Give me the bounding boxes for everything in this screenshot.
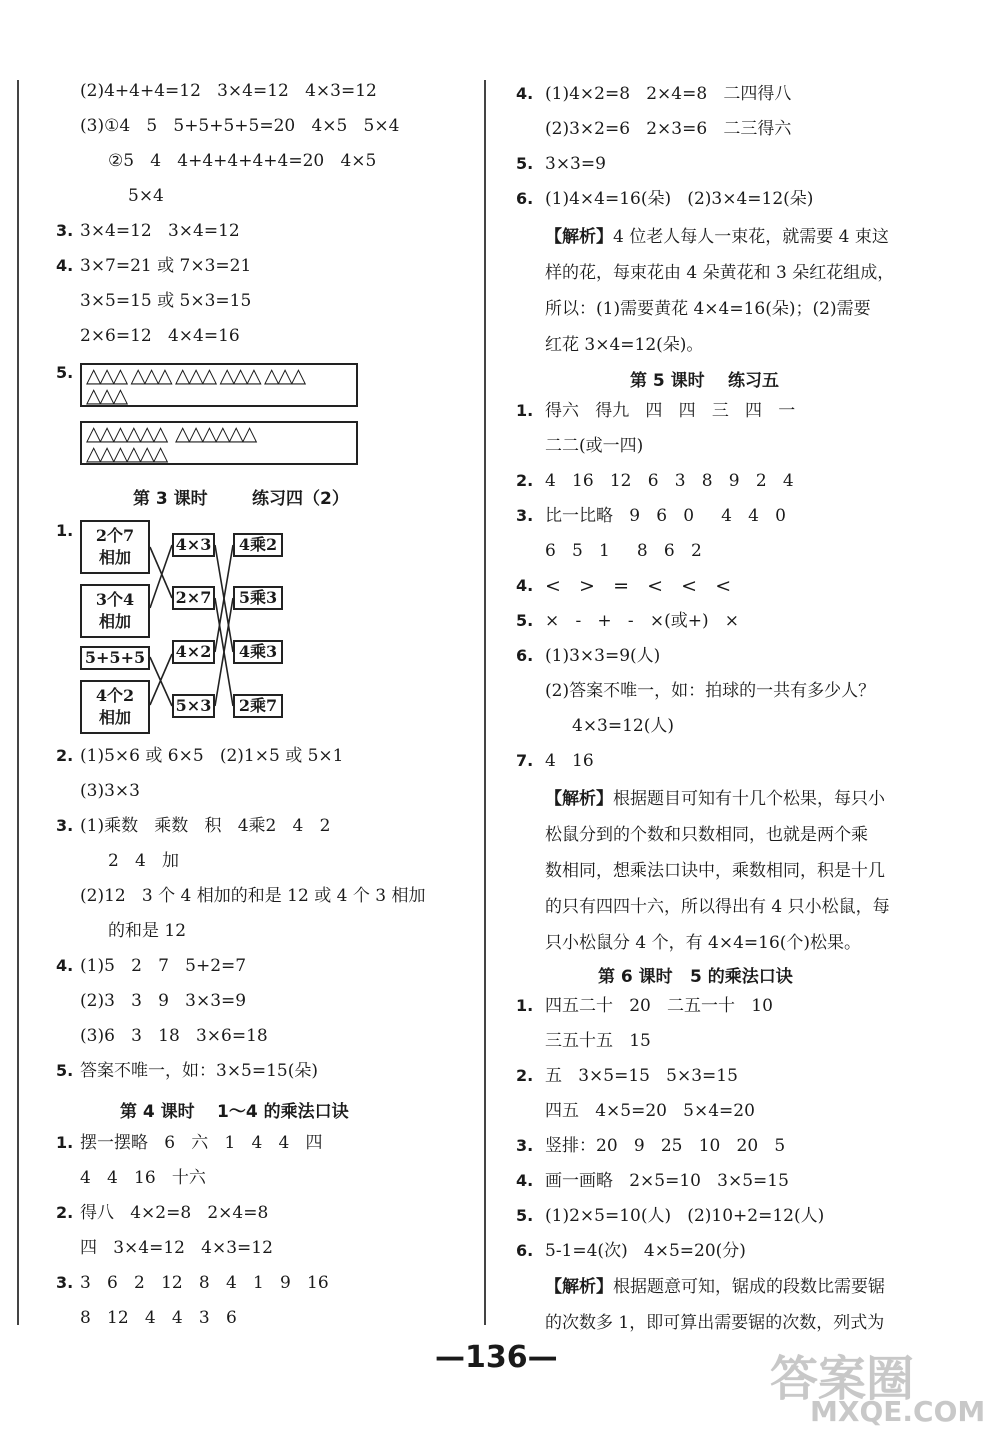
explanation-line: 的次数多 1，即可算出需要锯的次数，列式为	[545, 1313, 885, 1333]
answer-line: 得六 得九 四 四 三 四 一	[545, 401, 796, 421]
question-number: 7.	[516, 751, 534, 770]
answer-line: (3)6 3 18 3×6=18	[80, 1026, 268, 1046]
answer-line: ②5 4 4+4+4+4+4=20 4×5	[108, 151, 377, 171]
answer-line: 6 5 1 8 6 2	[545, 541, 702, 561]
answer-line: 4×3=12(人)	[572, 716, 675, 736]
question-number: 4.	[516, 1171, 534, 1190]
question-number: 5.	[516, 611, 534, 630]
answer-line: 3×3=9	[545, 154, 606, 174]
question-number: 2.	[56, 1203, 74, 1222]
match-mid-box: 5×3	[172, 694, 215, 718]
explanation-line: 松鼠分到的个数和只数相同，也就是两个乘	[545, 825, 868, 845]
answer-line: 2×6=12 4×4=16	[80, 326, 240, 346]
answer-line: 4 4 16 十六	[80, 1168, 206, 1188]
triangle-row: △△△△△△	[86, 441, 167, 465]
explanation-line	[545, 788, 885, 810]
answer-line: 3×5=15 或 5×3=15	[80, 291, 252, 311]
answer-line: (2)3 3 9 3×3=9	[80, 991, 247, 1011]
answer-line: 四五 4×5=20 5×4=20	[545, 1101, 755, 1121]
question-number: 3.	[516, 506, 534, 525]
question-number: 1.	[516, 401, 534, 420]
page-number: —136—	[435, 1340, 558, 1375]
answer-line: (3)①4 5 5+5+5+5=20 4×5 5×4	[80, 116, 400, 136]
answer-line: (2)4+4+4=12 3×4=12 4×3=12	[80, 81, 377, 101]
question-number: 6.	[516, 1241, 534, 1260]
answer-line: (1)4×4=16(朵) (2)3×4=12(朵)	[545, 189, 814, 209]
answer-line: (1)5 2 7 5+2=7	[80, 956, 247, 976]
answer-line: 3×7=21 或 7×3=21	[80, 256, 252, 276]
question-number: 3.	[56, 1273, 74, 1292]
answer-line: (1)乘数 乘数 积 4乘2 4 2	[80, 816, 331, 836]
explanation-line	[545, 1276, 885, 1298]
question-number: 1.	[56, 521, 74, 540]
answer-line: 2 4 加	[108, 851, 180, 871]
answer-line: 三五十五 15	[545, 1031, 651, 1051]
answer-line: 得八 4×2=8 2×4=8	[80, 1203, 269, 1223]
match-right-box: 2乘7	[233, 694, 283, 718]
question-number: 3.	[56, 221, 74, 240]
question-number: 6.	[516, 646, 534, 665]
explanation-tag: 【解析】	[545, 1277, 613, 1297]
question-number: 4.	[56, 956, 74, 975]
question-number: 5.	[56, 363, 74, 382]
answer-line: 摆一摆略 6 六 1 4 4 四	[80, 1133, 323, 1153]
lesson-title: 第 4 课时	[120, 1102, 195, 1122]
answer-line: < > = < < <	[545, 575, 732, 597]
explanation-line: 红花 3×4=12(朵)。	[545, 335, 704, 355]
answer-line: 的和是 12	[108, 921, 187, 941]
triangle-row: △△△△△△ △△△△△△	[86, 421, 256, 445]
question-number: 4.	[516, 576, 534, 595]
lesson-name: 练习五	[728, 371, 779, 391]
explanation-line: 数相同，想乘法口诀中，乘数相同，积是十几	[545, 861, 885, 881]
match-left-box: 2个7 相加	[80, 520, 150, 574]
answer-line: 答案不唯一，如：3×5=15(朵)	[80, 1061, 319, 1081]
question-number: 3.	[56, 816, 74, 835]
match-right-box: 4乘2	[233, 533, 283, 557]
answer-line: 4 16	[545, 751, 594, 771]
triangle-row: △△△ △△△ △△△ △△△ △△△	[86, 363, 305, 387]
question-number: 1.	[516, 996, 534, 1015]
question-number: 3.	[516, 1136, 534, 1155]
explanation-line: 只小松鼠分 4 个，有 4×4=16(个)松果。	[545, 933, 862, 953]
question-number: 4.	[516, 84, 534, 103]
watermark-logo: 答案圈	[770, 1351, 915, 1407]
match-right-box: 5乘3	[233, 586, 283, 610]
answer-line: 5×4	[128, 186, 164, 206]
answer-line: 3×4=12 3×4=12	[80, 221, 240, 241]
watermark-url: MXQE.COM	[810, 1395, 986, 1428]
answer-line: (1)5×6 或 6×5 (2)1×5 或 5×1	[80, 746, 344, 766]
explanation-text: 4 位老人每人一束花，就需要 4 束这	[613, 227, 889, 247]
answer-line: 五 3×5=15 5×3=15	[545, 1066, 738, 1086]
match-left-box: 4个2 相加	[80, 680, 150, 734]
answer-line: 4 16 12 6 3 8 9 2 4	[545, 471, 794, 491]
question-number: 2.	[516, 471, 534, 490]
question-number: 5.	[516, 154, 534, 173]
answer-line: 二二(或一四)	[545, 436, 644, 456]
lesson-name: 5 的乘法口诀	[690, 967, 793, 987]
lesson-title: 第 5 课时	[630, 371, 705, 391]
question-number: 2.	[56, 746, 74, 765]
answer-line: (2)答案不唯一，如：拍球的一共有多少人？	[545, 681, 876, 701]
lesson-name: 1～4 的乘法口诀	[217, 1102, 349, 1122]
triangle-row: △△△	[86, 383, 127, 407]
lesson-title: 第 6 课时	[598, 967, 673, 987]
lesson-name: 练习四（2）	[252, 489, 349, 509]
answer-line: 四五二十 20 二五一十 10	[545, 996, 773, 1016]
question-number: 6.	[516, 189, 534, 208]
explanation-line	[545, 226, 889, 248]
explanation-tag: 【解析】	[545, 789, 613, 809]
answer-line: (2)12 3 个 4 相加的和是 12 或 4 个 3 相加	[80, 886, 426, 906]
answer-line: 8 12 4 4 3 6	[80, 1308, 237, 1328]
answer-line: 竖排：20 9 25 10 20 5	[545, 1136, 786, 1156]
match-mid-box: 4×2	[172, 640, 215, 664]
question-number: 2.	[516, 1066, 534, 1085]
question-number: 5.	[516, 1206, 534, 1225]
answer-line: 比一比略 9 6 0 4 4 0	[545, 506, 786, 526]
explanation-text: 根据题意可知，锯成的段数比需要锯	[613, 1277, 885, 1297]
answer-line: × - + - ×(或+) ×	[545, 611, 740, 631]
lesson-title: 第 3 课时	[133, 489, 208, 509]
explanation-text: 根据题目可知有十几个松果，每只小	[613, 789, 885, 809]
explanation-tag: 【解析】	[545, 227, 613, 247]
match-left-box: 3个4 相加	[80, 584, 150, 638]
explanation-line: 的只有四四十六，所以得出有 4 只小松鼠，每	[545, 897, 890, 917]
answer-line: (2)3×2=6 2×3=6 二三得六	[545, 119, 792, 139]
answer-line: (3)3×3	[80, 781, 140, 801]
match-mid-box: 2×7	[172, 586, 215, 610]
answer-line: (1)4×2=8 2×4=8 二四得八	[545, 84, 792, 104]
answer-line: 画一画略 2×5=10 3×5=15	[545, 1171, 789, 1191]
match-mid-box: 4×3	[172, 533, 215, 557]
explanation-line: 所以：(1)需要黄花 4×4=16(朵)；(2)需要	[545, 299, 871, 319]
answer-line: 5-1=4(次) 4×5=20(分)	[545, 1241, 746, 1261]
question-number: 1.	[56, 1133, 74, 1152]
answer-line: 3 6 2 12 8 4 1 9 16	[80, 1273, 329, 1293]
answer-line: 四 3×4=12 4×3=12	[80, 1238, 273, 1258]
question-number: 5.	[56, 1061, 74, 1080]
answer-line: (1)2×5=10(人) (2)10+2=12(人)	[545, 1206, 825, 1226]
match-right-box: 4乘3	[233, 640, 283, 664]
match-left-box: 5+5+5	[80, 646, 150, 670]
explanation-line: 样的花，每束花由 4 朵黄花和 3 朵红花组成，	[545, 263, 895, 283]
answer-line: (1)3×3=9(人)	[545, 646, 661, 666]
question-number: 4.	[56, 256, 74, 275]
